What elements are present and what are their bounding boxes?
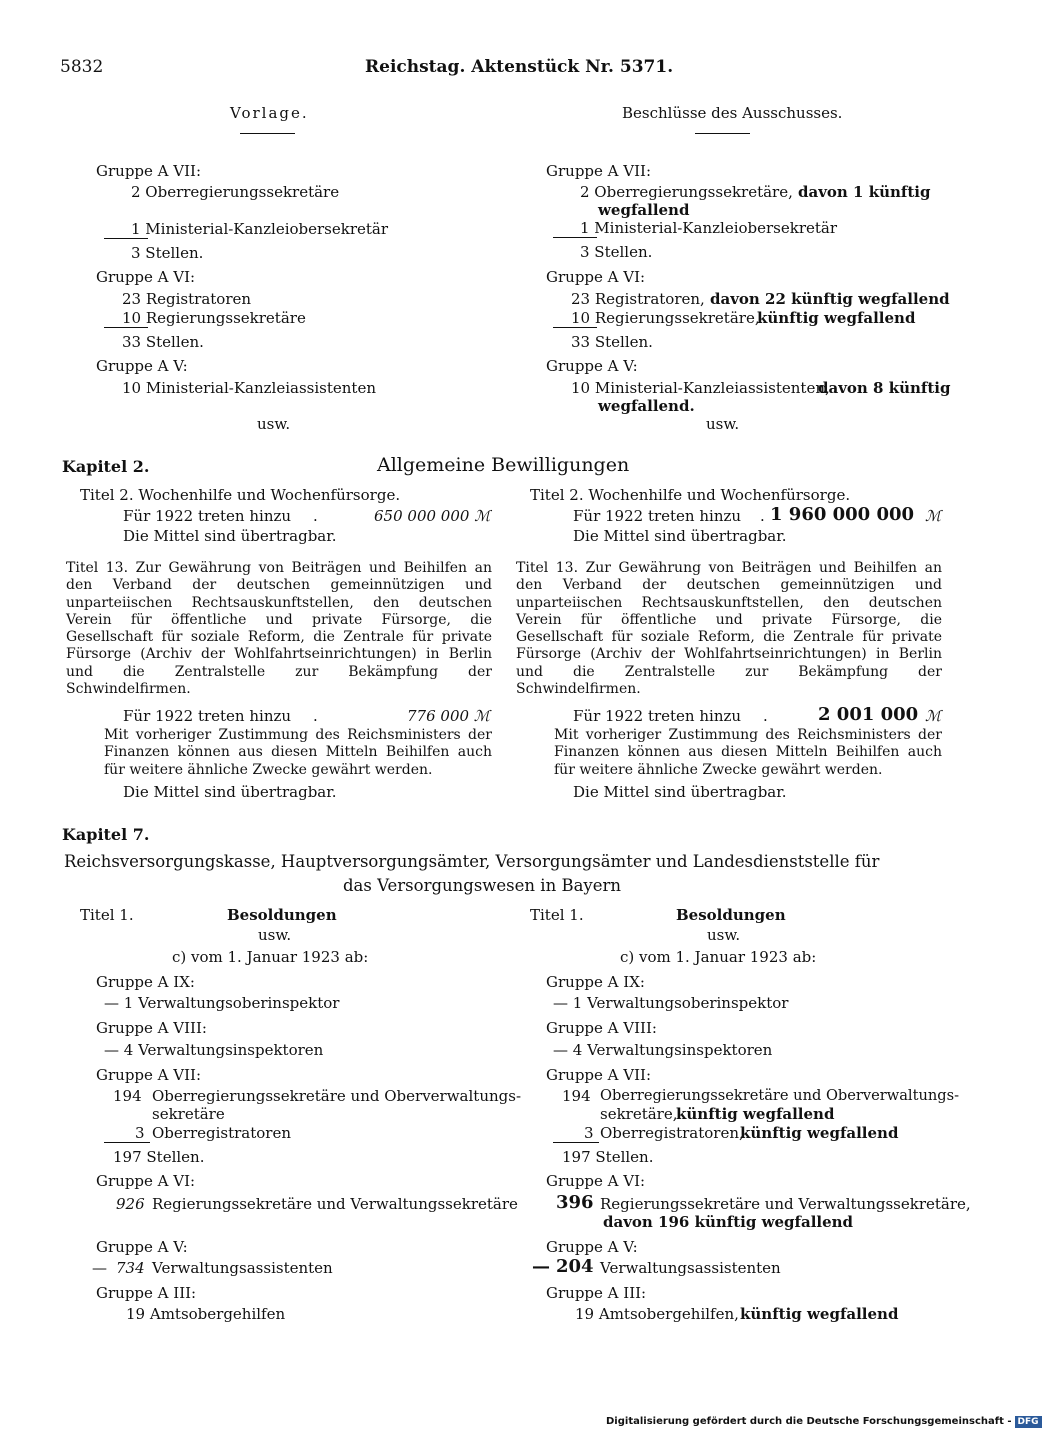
count: 3 xyxy=(135,1124,145,1142)
amendment-text: davon 1 künftig xyxy=(798,183,931,201)
list-item: — 4 Verwaltungsinspektoren xyxy=(104,1041,324,1059)
amendment-text: wegfallend. xyxy=(598,397,695,415)
amount-label: Für 1922 treten hinzu xyxy=(573,507,742,525)
note: Die Mittel sind übertragbar. xyxy=(123,783,337,801)
group-label: Gruppe A VII: xyxy=(546,1066,651,1084)
group-label: Gruppe A III: xyxy=(546,1284,647,1302)
list-item: 10 Regierungssekretäre xyxy=(122,309,306,327)
amendment-text: davon 196 künftig wegfallend xyxy=(603,1213,854,1231)
sum-line: 33 Stellen. xyxy=(571,333,653,351)
chapter-title: Reichsversorgungskasse, Hauptversorgungsämter, Versorgungsämter und Landesdienststelle für xyxy=(64,852,880,871)
list-item: Oberregierungssekretäre und Oberverwaltungs- xyxy=(152,1087,522,1105)
count: 926 xyxy=(116,1195,145,1213)
note-paragraph: Mit vorheriger Zustimmung des Reichsministers der Finanzen können aus diesen Mitteln Beihilfen auch für weitere ähnliche Zwecke gewährt werden. xyxy=(554,727,942,778)
usw: usw. xyxy=(257,415,291,433)
sum-line: 3 Stellen. xyxy=(131,244,204,262)
page-title: Reichstag. Aktenstück Nr. 5371. xyxy=(365,57,674,77)
group-label: Gruppe A V: xyxy=(546,357,638,375)
sum-line: 197 Stellen. xyxy=(113,1148,205,1166)
list-item: 23 Registratoren, xyxy=(571,290,705,308)
leader-dot: . xyxy=(763,707,768,725)
sum-rule xyxy=(104,238,148,239)
list-item: Oberregierungssekretäre und Oberverwaltungs- xyxy=(600,1087,960,1104)
list-item: Oberregistratoren xyxy=(152,1124,291,1142)
chapter-title: Allgemeine Bewilligungen xyxy=(377,454,630,476)
group-label: Gruppe A VI: xyxy=(546,268,646,286)
sum-rule xyxy=(104,1142,150,1143)
list-item: Verwaltungsassistenten xyxy=(600,1259,781,1277)
group-label: Gruppe A VII: xyxy=(96,162,201,180)
amendment-text: künftig wegfallend xyxy=(757,309,916,327)
group-label: Gruppe A V: xyxy=(96,1238,188,1256)
usw: usw. xyxy=(258,926,292,944)
group-label: Gruppe A VI: xyxy=(96,1172,196,1190)
dfg-logo: DFG xyxy=(1015,1416,1042,1428)
sum-line: 197 Stellen. xyxy=(562,1148,654,1166)
amount-value: 776 000 ℳ xyxy=(407,707,490,725)
amendment-text: künftig wegfallend xyxy=(740,1124,899,1142)
count: 3 xyxy=(584,1124,594,1142)
list-item: — 1 Verwaltungsoberinspektor xyxy=(104,994,340,1012)
list-item: Verwaltungsassistenten xyxy=(152,1259,333,1277)
list-item: 10 Regierungssekretäre, xyxy=(571,309,760,327)
group-label: Gruppe A VII: xyxy=(96,1066,201,1084)
leader-dot: . xyxy=(313,707,318,725)
note: Die Mittel sind übertragbar. xyxy=(123,527,337,545)
group-label: Gruppe A IX: xyxy=(96,973,195,991)
list-item: — 1 Verwaltungsoberinspektor xyxy=(553,994,789,1012)
sum-rule xyxy=(553,1142,599,1143)
dash: — xyxy=(532,1256,550,1277)
leader-dot: . xyxy=(760,507,765,525)
column-header-right: Beschlüsse des Ausschusses. xyxy=(622,104,843,122)
section-heading: Besoldungen xyxy=(227,906,337,924)
group-label: Gruppe A III: xyxy=(96,1284,197,1302)
amount-value: 2 001 000 xyxy=(818,704,919,725)
sum-line: 3 Stellen. xyxy=(580,243,653,261)
footer-text: Digitalisierung gefördert durch die Deutsche Forschungsgemeinschaft - xyxy=(606,1416,1012,1427)
note: Die Mittel sind übertragbar. xyxy=(573,527,787,545)
titel-paragraph: Titel 13. Zur Gewährung von Beiträgen und Beihilfen an den Verband der deutschen gemeinnützigen und unparteiischen Rechtsauskunftstellen, den deutschen Verein für öffentliche und private Fürsorge, die Gesellschaft für soziale Reform, die Zentrale für private Fürsorge (Archiv der Wohlfahrtseinrichtungen) in Berlin und die Zentralstelle zur Bekämpfung der Schwindelfirmen. xyxy=(516,560,942,698)
dash: — xyxy=(92,1259,107,1277)
count: 194 xyxy=(113,1087,142,1105)
list-item: 19 Amtsobergehilfen xyxy=(126,1305,286,1323)
group-label: Gruppe A VIII: xyxy=(546,1019,657,1037)
amount-label: Für 1922 treten hinzu xyxy=(123,707,292,725)
date-line: c) vom 1. Januar 1923 ab: xyxy=(172,948,369,966)
sum-rule xyxy=(553,237,597,238)
amendment-text: davon 22 künftig wegfallend xyxy=(710,290,950,308)
column-header-left: Vorlage. xyxy=(230,104,309,122)
count: 194 xyxy=(562,1087,591,1105)
group-label: Gruppe A IX: xyxy=(546,973,645,991)
chapter-label: Kapitel 7. xyxy=(62,825,150,844)
list-item: 10 Ministerial-Kanzleiassistenten, xyxy=(571,379,830,397)
amount-label: Für 1922 treten hinzu xyxy=(573,707,742,725)
note-paragraph: Mit vorheriger Zustimmung des Reichsministers der Finanzen können aus diesen Mitteln Beihilfen auch für weitere ähnliche Zwecke gewährt werden. xyxy=(104,727,492,778)
group-label: Gruppe A VI: xyxy=(96,268,196,286)
note: Die Mittel sind übertragbar. xyxy=(573,783,787,801)
amount-value: 1 960 000 000 xyxy=(770,504,915,525)
list-item: — 4 Verwaltungsinspektoren xyxy=(553,1041,773,1059)
count: 734 xyxy=(116,1259,145,1277)
titel-paragraph: Titel 13. Zur Gewährung von Beiträgen und Beihilfen an den Verband der deutschen gemeinnützigen und unparteiischen Rechtsauskunftstellen, den deutschen Verein für öffentliche und private Fürsorge, die Gesellschaft für soziale Reform, die Zentrale für private Fürsorge (Archiv der Wohlfahrtseinrichtungen) in Berlin und die Zentralstelle zur Bekämpfung der Schwindelfirmen. xyxy=(66,560,492,698)
amendment-text: künftig wegfallend xyxy=(676,1105,835,1123)
list-item: 19 Amtsobergehilfen, xyxy=(575,1305,739,1323)
list-item: Regierungssekretäre und Verwaltungssekretäre, xyxy=(600,1195,971,1213)
chapter-title: das Versorgungswesen in Bayern xyxy=(343,876,622,895)
list-item: 1 Ministerial-Kanzleiobersekretär xyxy=(131,220,389,238)
group-label: Gruppe A VIII: xyxy=(96,1019,207,1037)
divider xyxy=(240,133,295,134)
list-item: 23 Registratoren xyxy=(122,290,252,308)
sum-rule xyxy=(104,327,148,328)
list-item: sekretäre xyxy=(152,1105,225,1123)
currency-mark: ℳ xyxy=(925,707,942,725)
amount-value: 650 000 000 ℳ xyxy=(374,507,491,525)
footer-credit xyxy=(606,1416,1042,1428)
leader-dot: . xyxy=(313,507,318,525)
titel-heading: Titel 1. xyxy=(80,906,134,924)
list-item: 2 Oberregierungssekretäre, xyxy=(580,183,793,201)
sum-line: 33 Stellen. xyxy=(122,333,204,351)
section-heading: Besoldungen xyxy=(676,906,786,924)
list-item: 2 Oberregierungssekretäre xyxy=(131,183,340,201)
titel-heading: Titel 2. Wochenhilfe und Wochenfürsorge. xyxy=(80,486,401,504)
usw: usw. xyxy=(706,415,740,433)
titel-heading: Titel 2. Wochenhilfe und Wochenfürsorge. xyxy=(530,486,851,504)
group-label: Gruppe A VI: xyxy=(546,1172,646,1190)
list-item: 10 Ministerial-Kanzleiassistenten xyxy=(122,379,376,397)
list-item: Regierungssekretäre und Verwaltungssekretäre xyxy=(152,1195,518,1213)
currency-mark: ℳ xyxy=(925,507,942,525)
list-item: sekretäre, xyxy=(600,1105,678,1123)
divider xyxy=(695,133,750,134)
list-item: Oberregistratoren, xyxy=(600,1124,744,1142)
count: 204 xyxy=(556,1256,594,1277)
amount-label: Für 1922 treten hinzu xyxy=(123,507,292,525)
chapter-label: Kapitel 2. xyxy=(62,457,150,476)
amendment-text: wegfallend xyxy=(598,201,690,219)
group-label: Gruppe A V: xyxy=(546,1238,638,1256)
group-label: Gruppe A VII: xyxy=(546,162,651,180)
page-number: 5832 xyxy=(60,57,104,77)
amendment-text: davon 8 künftig xyxy=(818,379,951,397)
group-label: Gruppe A V: xyxy=(96,357,188,375)
titel-heading: Titel 1. xyxy=(530,906,584,924)
usw: usw. xyxy=(707,926,741,944)
date-line: c) vom 1. Januar 1923 ab: xyxy=(620,948,817,966)
list-item: 1 Ministerial-Kanzleiobersekretär xyxy=(580,219,838,237)
count: 396 xyxy=(556,1192,594,1213)
sum-rule xyxy=(553,327,597,328)
amendment-text: künftig wegfallend xyxy=(740,1305,899,1323)
